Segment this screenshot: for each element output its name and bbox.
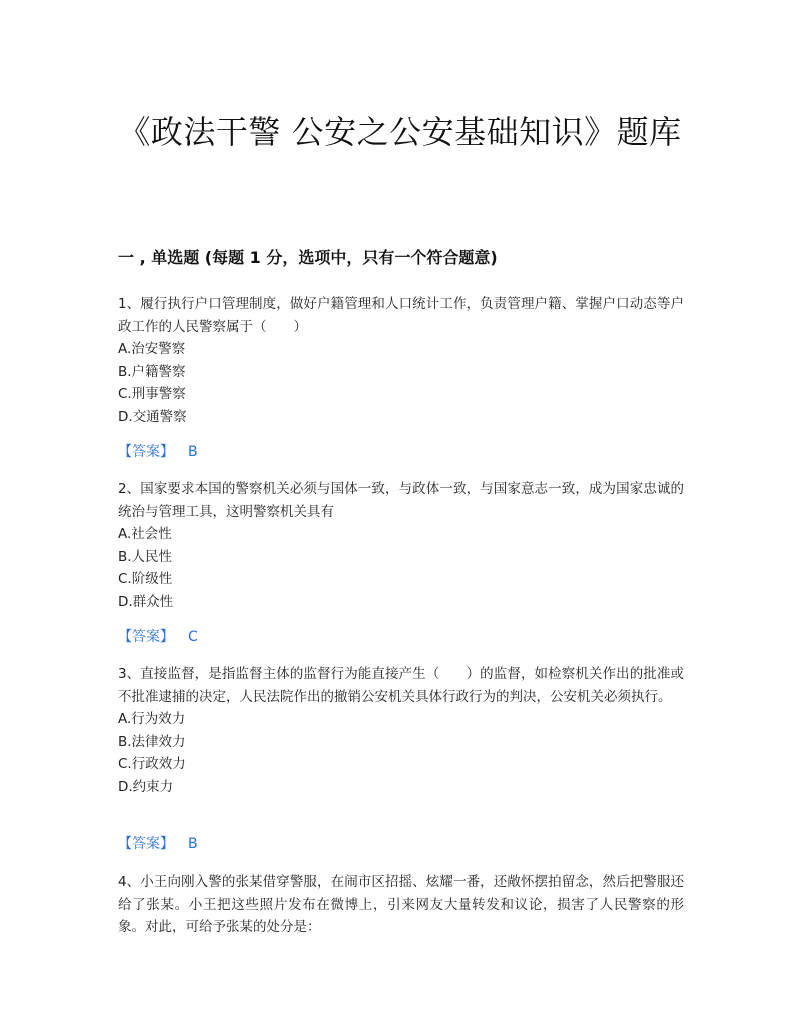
answer-label: 【答案】 — [118, 444, 174, 460]
option-b: B.户籍警察 — [118, 363, 186, 380]
option-d: D.约束力 — [118, 778, 174, 795]
answer-label: 【答案】 — [118, 629, 174, 645]
answer-value: B — [188, 444, 198, 460]
question-4 — [118, 871, 684, 939]
answer-1 — [118, 441, 198, 463]
option-c: C.阶级性 — [118, 571, 173, 587]
option-a: A.社会性 — [118, 526, 172, 542]
document-title: 《政法干警 公安之公安基础知识》题库 — [118, 113, 682, 151]
question-3 — [118, 663, 684, 798]
option-c: C.刑事警察 — [118, 386, 186, 402]
answer-value: B — [188, 836, 198, 852]
option-b: B.法律效力 — [118, 733, 186, 750]
question-stem: 2、国家要求本国的警察机关必须与国体一致，与政体一致，与国家意志一致，成为国家忠诚的统治与管理工具，这明警察机关具有 — [118, 481, 684, 520]
question-stem: 3、直接监督，是指监督主体的监督行为能直接产生（ ）的监督，如检察机关作出的批准或不批准逮捕的决定，人民法院作出的撤销公安机关具体行政行为的判决，公安机关必须执行。 — [118, 666, 684, 705]
option-d: D.交通警察 — [118, 408, 187, 425]
option-b: B.人民性 — [118, 548, 173, 565]
option-a: A.治安警察 — [118, 341, 186, 357]
answer-label: 【答案】 — [118, 836, 174, 852]
question-stem: 4、小王向刚入警的张某借穿警服，在闹市区招摇、炫耀一番，还敞怀摆拍留念，然后把警服还给了张某。小王把这些照片发布在微博上，引来网友大量转发和议论，损害了人民警察的形象。对此，可给予张某的处分是： — [118, 874, 684, 935]
answer-2 — [118, 626, 198, 648]
question-stem: 1、履行执行户口管理制度，做好户籍管理和人口统计工作，负责管理户籍、掌握户口动态等户政工作的人民警察属于（ ） — [118, 296, 684, 335]
option-a: A.行为效力 — [118, 711, 186, 727]
answer-3 — [118, 833, 198, 855]
section-heading: 一 , 单选题 (每题 1 分，选项中，只有一个符合题意) — [118, 248, 498, 267]
question-1 — [118, 293, 684, 428]
answer-value: C — [188, 629, 198, 645]
option-d: D.群众性 — [118, 593, 174, 610]
question-2 — [118, 478, 684, 613]
option-c: C.行政效力 — [118, 756, 186, 772]
